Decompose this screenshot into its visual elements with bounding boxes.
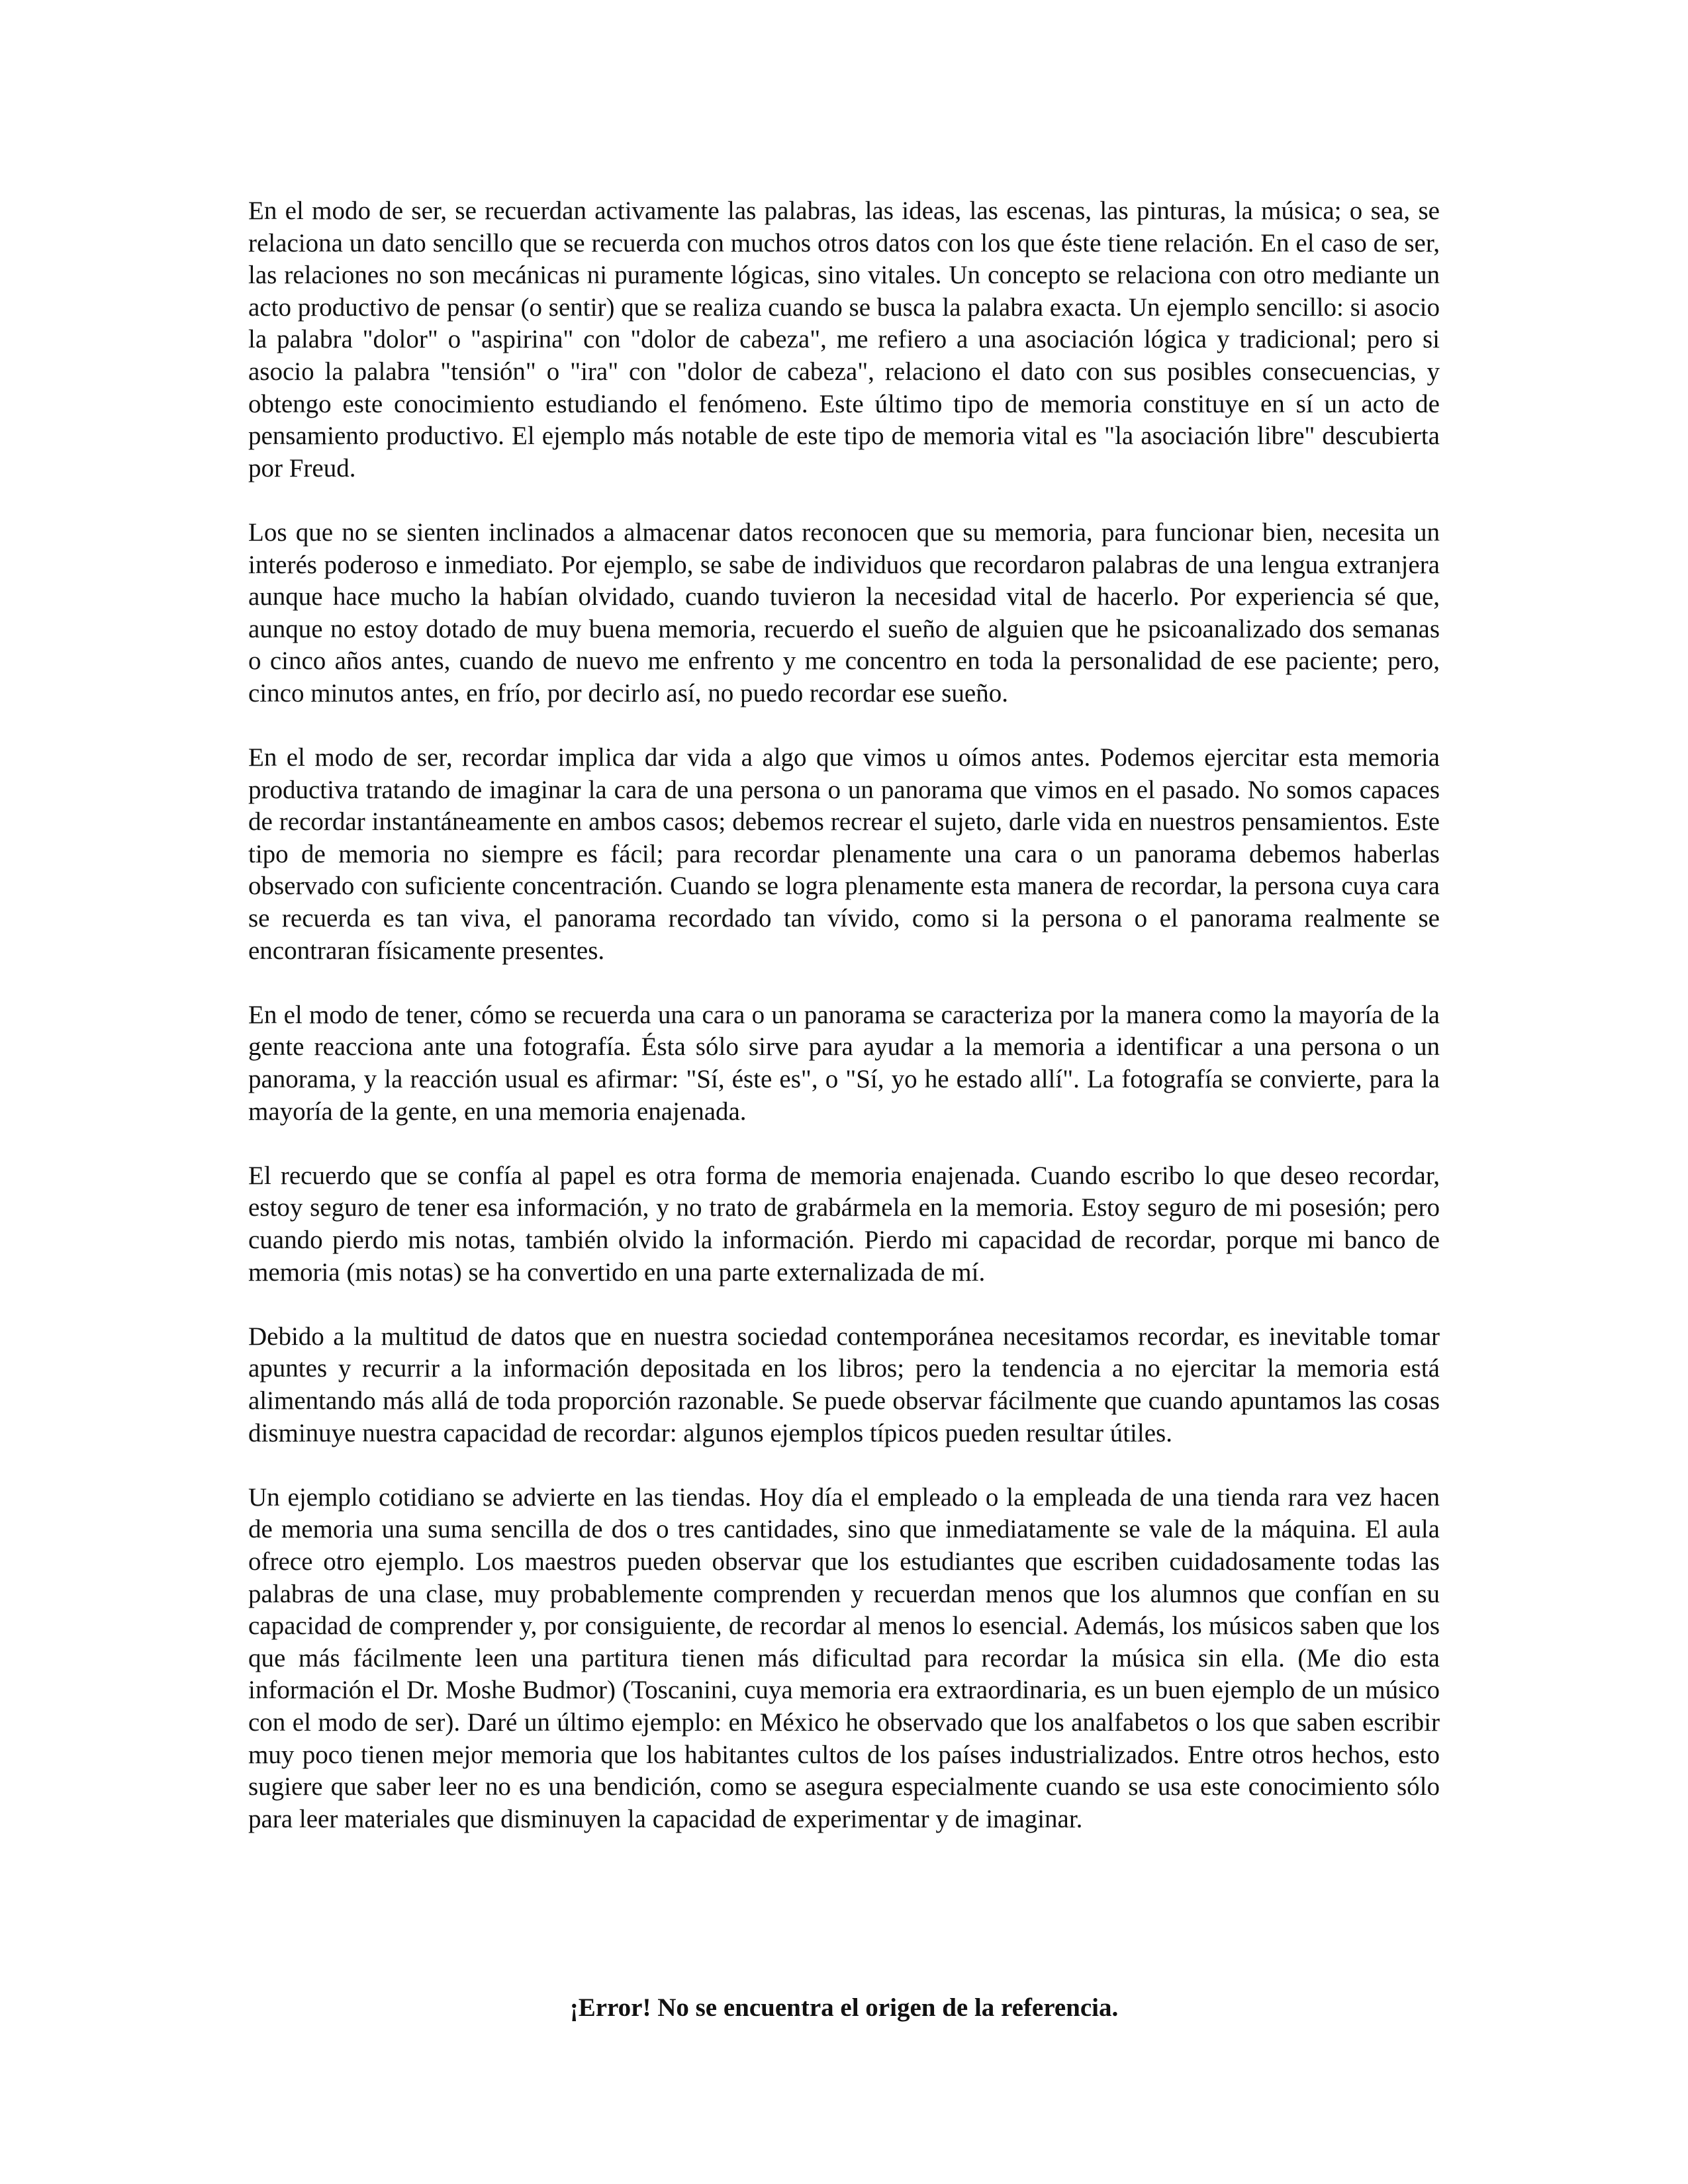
paragraph-6: Debido a la multitud de datos que en nuestra sociedad contemporánea necesitamos recordar, es inevitable tomar apuntes y recurrir a la información depositada en los libros; pero la tendencia a no ejercitar la memoria está alimentando más allá de toda proporción razonable. Se puede observar fácilmente que cuando apuntamos las cosas disminuye nuestra capacidad de recordar: algunos ejemplos típicos pueden resultar útiles. bbox=[248, 1322, 1440, 1447]
paragraph-4: En el modo de tener, cómo se recuerda una cara o un panorama se caracteriza por la manera como la mayoría de la gente reacciona ante una fotografía. Ésta sólo sirve para ayudar a la memoria a identificar a una persona o un panorama, y la reacción usual es afirmar: "Sí, éste es", o "Sí, yo he estado allí". La fotografía se convierte, para la mayoría de la gente, en una memoria enajenada. bbox=[248, 1000, 1440, 1126]
paragraph-5: El recuerdo que se confía al papel es otra forma de memoria enajenada. Cuando escribo lo que deseo recordar, estoy seguro de tener esa información, y no trato de grabármela en la memoria. Estoy seguro de mi posesión; pero cuando pierdo mis notas, también olvido la información. Pierdo mi capacidad de recordar, porque mi banco de memoria (mis notas) se ha convertido en una parte externalizada de mí. bbox=[248, 1161, 1440, 1287]
paragraph-3: En el modo de ser, recordar implica dar vida a algo que vimos u oímos antes. Podemos ejercitar esta memoria productiva tratando de imaginar la cara de una persona o un panorama que vimos en el pasado. No somos capaces de recordar instantáneamente en ambos casos; debemos recrear el sujeto, darle vida en nuestros pensamientos. Este tipo de memoria no siempre es fácil; para recordar plenamente una cara o un panorama debemos haberlas observado con suficiente concentración. Cuando se logra plenamente esta manera de recordar, la persona cuya cara se recuerda es tan viva, el panorama recordado tan vívido, como si la persona o el panorama realmente se encontraran físicamente presentes. bbox=[248, 743, 1440, 965]
paragraph-2: Los que no se sienten inclinados a almacenar datos reconocen que su memoria, para funcionar bien, necesita un interés poderoso e inmediato. Por ejemplo, se sabe de individuos que recordaron palabras de una lengua extranjera aunque hace mucho la habían olvidado, cuando tuvieron la necesidad vital de hacerlo. Por experiencia sé que, aunque no estoy dotado de muy buena memoria, recuerdo el sueño de alguien que he psicoanalizado dos semanas o cinco años antes, cuando de nuevo me enfrento y me concentro en toda la personalidad de ese paciente; pero, cinco minutos antes, en frío, por decirlo así, no puedo recordar ese sueño. bbox=[248, 518, 1440, 707]
paragraph-1: En el modo de ser, se recuerdan activamente las palabras, las ideas, las escenas, las pinturas, la música; o sea, se relaciona un dato sencillo que se recuerda con muchos otros datos con los que éste tiene relación. En el caso de ser, las relaciones no son mecánicas ni puramente lógicas, sino vitales. Un concepto se relaciona con otro mediante un acto productivo de pensar (o sentir) que se realiza cuando se busca la palabra exacta. Un ejemplo sencillo: si asocio la palabra "dolor" o "aspirina" con "dolor de cabeza", me refiero a una asociación lógica y tradicional; pero si asocio la palabra "tensión" o "ira" con "dolor de cabeza", relaciono el dato con sus posibles consecuencias, y obtengo este conocimiento estudiando el fenómeno. Este último tipo de memoria constituye en sí un acto de pensamiento productivo. El ejemplo más notable de este tipo de memoria vital es "la asociación libre" descubierta por Freud. bbox=[248, 197, 1440, 482]
paragraph-7: Un ejemplo cotidiano se advierte en las tiendas. Hoy día el empleado o la empleada de una tienda rara vez hacen de memoria una suma sencilla de dos o tres cantidades, sino que inmediatamente se vale de la máquina. El aula ofrece otro ejemplo. Los maestros pueden observar que los estudiantes que escriben cuidadosamente todas las palabras de una clase, muy probablemente comprenden y recuerdan menos que los alumnos que confían en su capacidad de comprender y, por consiguiente, de recordar al menos lo esencial. Además, los músicos saben que los que más fácilmente leen una partitura tienen más dificultad para recordar la música sin ella. (Me dio esta información el Dr. Moshe Budmor) (Toscanini, cuya memoria era extraordinaria, es un buen ejemplo de un músico con el modo de ser). Daré un último ejemplo: en México he observado que los analfabetos o los que saben escribir muy poco tienen mejor memoria que los habitantes cultos de los países industrializados. Entre otros hechos, esto sugiere que saber leer no es una bendición, como se asegura especialmente cuando se usa este conocimiento sólo para leer materiales que disminuyen la capacidad de experimentar y de imaginar. bbox=[248, 1482, 1440, 1833]
document-body bbox=[248, 195, 1440, 1868]
footer-error-reference: ¡Error! No se encuentra el origen de la referencia. bbox=[569, 1993, 1119, 2022]
